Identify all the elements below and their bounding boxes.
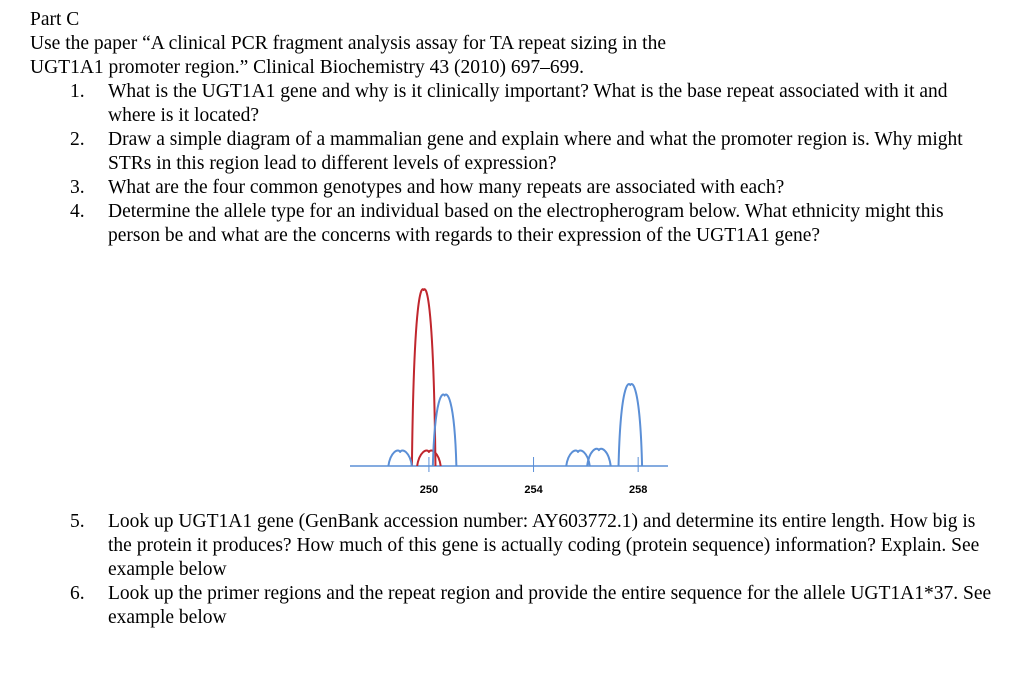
- question-number: 2.: [70, 129, 85, 150]
- peak-series1-1: [412, 289, 436, 466]
- question-5: [30, 510, 1000, 582]
- part-heading: Part C: [30, 9, 80, 30]
- question-2: [30, 128, 1000, 176]
- question-1: [30, 80, 1000, 128]
- question-text: Look up UGT1A1 gene (GenBank accession number: AY603772.1) and determine its entire length. How big is the protein it produces? How much of this gene is actually coding (protein sequence) information? Explain. See example below: [108, 511, 980, 580]
- question-number: 3.: [70, 177, 85, 198]
- document-lower: [30, 510, 1000, 630]
- question-number: 5.: [70, 511, 85, 532]
- question-list-bottom: [30, 510, 1000, 630]
- question-number: 6.: [70, 583, 85, 604]
- peak-series2-4: [587, 449, 611, 466]
- electropherogram: [340, 282, 680, 507]
- intro-line-2: UGT1A1 promoter region.” Clinical Biochemistry 43 (2010) 697–699.: [30, 57, 585, 78]
- question-text: Look up the primer regions and the repeat region and provide the entire sequence for the allele UGT1A1*37. See example below: [108, 583, 992, 628]
- peak-series2-3: [566, 450, 590, 466]
- peak-series2-1: [388, 450, 412, 466]
- question-text: What are the four common genotypes and how many repeats are associated with each?: [108, 177, 785, 198]
- question-text: What is the UGT1A1 gene and why is it clinically important? What is the base repeat associated with it and where is it located?: [108, 81, 948, 126]
- question-list-top: [30, 80, 1000, 248]
- x-tick-label: 258: [628, 484, 648, 496]
- question-number: 1.: [70, 81, 85, 102]
- x-tick-label: 254: [524, 484, 543, 496]
- peak-series2-5: [619, 384, 643, 466]
- intro-line-1: Use the paper “A clinical PCR fragment analysis assay for TA repeat sizing in the: [30, 33, 666, 54]
- question-text: Draw a simple diagram of a mammalian gene and explain where and what the promoter region is. Why might STRs in this region lead to different levels of expression?: [108, 129, 963, 174]
- document: [30, 8, 1000, 248]
- question-6: [30, 582, 1000, 630]
- question-3: [30, 176, 1000, 200]
- x-tick-label: 250: [419, 484, 439, 496]
- question-text: Determine the allele type for an individual based on the electropherogram below. What ethnicity might this person be and what are the concerns with regards to their expression of the UGT1A1 gene?: [108, 201, 944, 246]
- question-4: [30, 200, 1000, 248]
- question-number: 4.: [70, 201, 85, 222]
